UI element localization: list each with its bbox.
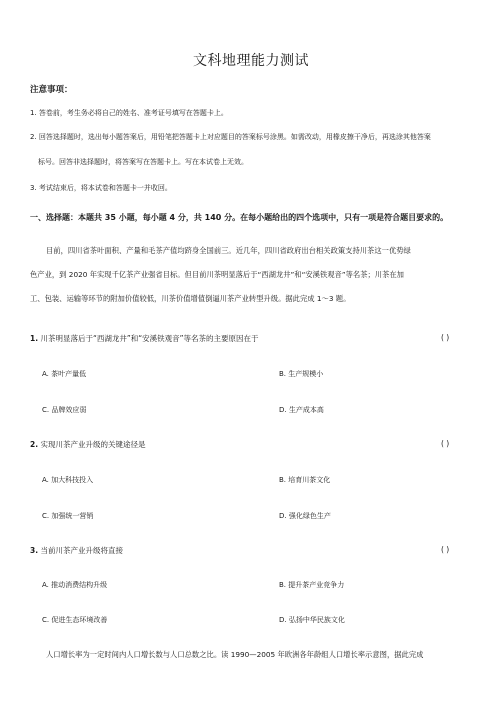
option-c: C. 促进生态环境改善: [42, 616, 108, 624]
passage-line: 人口增长率为一定时间内人口增长数与人口总数之比。读 1990—2005 年欧洲各年龄组人口增长率示意图，据此完成: [46, 650, 424, 659]
passage-line: 目前，四川省茶叶面积、产量和毛茶产值均跻身全国前三。近几年，四川省政府出台相关政策支持川茶这一优势绿: [46, 246, 411, 255]
note-item-2: 2. 回答选择题时，选出每小题答案后，用铅笔把答题卡上对应题目的答案标号涂黑。如需改动，用橡皮擦干净后，再选涂其他答案: [30, 133, 431, 141]
option-d: D. 弘扬中华民族文化: [279, 616, 345, 624]
option-b: B. 培育川茶文化: [279, 476, 331, 484]
question-3-stem: [30, 545, 123, 556]
notes-heading: 注意事项：: [30, 85, 73, 95]
answer-bracket: ( ): [441, 439, 450, 448]
question-text: 川茶明显落后于“西湖龙井”和“安溪铁观音”等名茶的主要原因在于: [40, 334, 259, 343]
option-b: B. 提升茶产业竞争力: [279, 581, 345, 589]
question-2-stem: [30, 439, 145, 450]
passage-line: 色产业，到 2020 年实现千亿茶产业强省目标。但目前川茶明显落后于“西湖龙井”和“安溪铁观音”等名茶；川茶在加: [30, 270, 404, 279]
note-item-1: 1. 答卷前，考生务必将自己的姓名、准考证号填写在答题卡上。: [30, 109, 228, 117]
option-d: D. 强化绿色生产: [279, 512, 331, 520]
option-a: A. 推动消费结构升级: [42, 581, 108, 589]
passage-line: 工、包装、运输等环节的附加价值较低，川茶价值增值倒逼川茶产业转型升级。据此完成 1～3 题。: [30, 294, 351, 303]
question-1-stem: [30, 333, 259, 344]
question-text: 当前川茶产业升级将直接: [40, 546, 123, 555]
answer-bracket: ( ): [441, 333, 450, 342]
option-a: A. 加大科技投入: [42, 476, 94, 484]
option-b: B. 生产规模小: [279, 370, 324, 378]
question-number: 3.: [30, 546, 39, 555]
option-d: D. 生产成本高: [279, 406, 324, 414]
answer-bracket: ( ): [441, 545, 450, 554]
question-text: 实现川茶产业升级的关键途径是: [40, 440, 146, 449]
question-number: 2.: [30, 440, 39, 449]
note-item-2-cont: 标号。回答非选择题时，将答案写在答题卡上。写在本试卷上无效。: [38, 158, 248, 166]
option-c: C. 品牌效应弱: [42, 406, 87, 414]
option-a: A. 茶叶产量低: [42, 370, 87, 378]
page-title: 文科地理能力测试: [193, 53, 309, 69]
question-number: 1.: [30, 334, 39, 343]
section-heading: 一、选择题：本题共 35 小题，每小题 4 分，共 140 分。在每小题给出的四个选项中，只有一项是符合题目要求的。: [30, 213, 449, 222]
note-item-3: 3. 考试结束后，将本试卷和答题卡一并收回。: [30, 184, 172, 192]
option-c: C. 加强统一营销: [42, 512, 94, 520]
